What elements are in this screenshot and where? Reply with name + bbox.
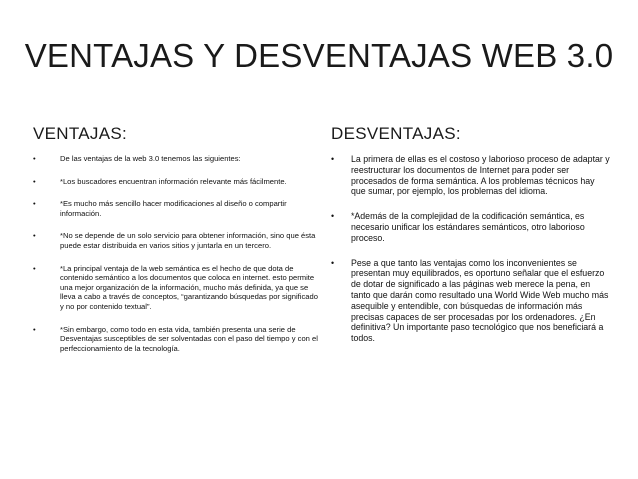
bullet-icon: • — [33, 176, 36, 186]
desventajas-list — [331, 154, 611, 344]
list-item — [33, 199, 320, 218]
ventajas-list — [33, 154, 320, 353]
desventajas-heading: DESVENTAJAS: — [331, 124, 461, 143]
list-item — [331, 154, 611, 197]
bullet-icon: • — [331, 211, 335, 222]
list-item-text: La primera de ellas es el costoso y laborioso proceso de adaptar y reestructurar los documentos de Internet para poder ser procesados de forma semántica. A los problemas técnicos hay que sumar, por ejemplo, los problemas del idioma. — [351, 154, 610, 197]
list-item-text: *La principal ventaja de la web semántica es el hecho de que dota de contenido semántico a los documentos que coloca en internet. esto permite una mejor organización de la información, mucho más definida, ya que se lleva a cabo a través de conceptos, “garantizando búsquedas por significado y no por contenido textual”. — [60, 263, 318, 311]
ventajas-column — [33, 124, 320, 366]
list-item-text: *Los buscadores encuentran información relevante más fácilmente. — [60, 176, 287, 186]
list-item — [33, 177, 320, 187]
ventajas-heading: VENTAJAS: — [33, 124, 128, 143]
list-item — [33, 154, 320, 164]
list-item — [33, 325, 320, 354]
bullet-icon: • — [331, 154, 335, 164]
list-item-text: *Es mucho más sencillo hacer modificaciones al diseño o compartir información. — [60, 199, 287, 218]
desventajas-column — [331, 124, 611, 358]
list-item — [331, 211, 611, 243]
list-item-text: *Además de la complejidad de la codificación semántica, es necesario unificar los estándares semánticos, otro laborioso proceso. — [351, 211, 585, 243]
bullet-icon: • — [33, 154, 36, 163]
list-item-text: *No se depende de un solo servicio para obtener información, sino que ésta puede estar distribuida en varios sitios y juntarla en un tercero. — [60, 231, 316, 250]
list-item — [33, 231, 320, 250]
bullet-icon: • — [33, 263, 36, 273]
list-item-text: *Sin embargo, como todo en esta vida, también presenta una serie de Desventajas susceptibles de ser solventadas con el paso del tiempo y con el perfeccionamiento de la tecnología. — [60, 324, 318, 353]
list-item-text: De las ventajas de la web 3.0 tenemos las siguientes: — [60, 154, 241, 163]
bullet-icon: • — [33, 199, 36, 209]
list-item — [33, 264, 320, 312]
list-item — [331, 258, 611, 344]
bullet-icon: • — [33, 231, 36, 241]
bullet-icon: • — [33, 324, 36, 334]
slide-title: VENTAJAS Y DESVENTAJAS WEB 3.0 — [24, 37, 614, 74]
bullet-icon: • — [331, 257, 335, 268]
list-item-text: Pese a que tanto las ventajas como los inconvenientes se presentan muy equilibrados, es oportuno señalar que el esfuerzo de dotar de significado a las páginas web merece la pena, en tanto que darán como resultado una World Wide Web mucho más asequible y entendible, con búsquedas de información más precisas capaces de ser procesadas por los ordenadores. ¿En definitiva? Un importante paso tecnológico que nos beneficiará a todos. — [351, 257, 609, 344]
